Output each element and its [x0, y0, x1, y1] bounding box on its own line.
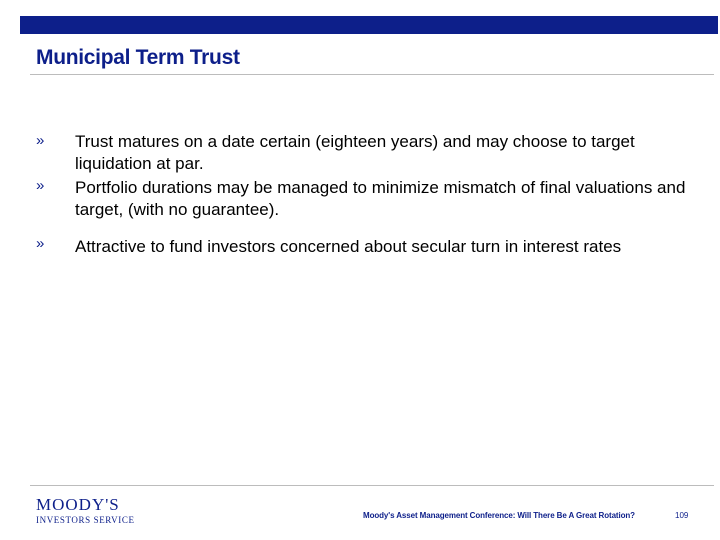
bullet-marker: »: [36, 235, 45, 252]
bullet-text: Portfolio durations may be managed to minimize mismatch of final valuations and target, (with no guarantee).: [75, 178, 686, 219]
bullet-marker: »: [36, 177, 45, 194]
logo-name: MOODY'S: [36, 495, 120, 514]
bullet-marker: »: [36, 132, 45, 149]
bullet-text: Trust matures on a date certain (eighteen years) and may choose to target liquidation at par.: [75, 132, 635, 173]
footer-divider: [30, 485, 714, 486]
logo-subtitle: INVESTORS SERVICE: [36, 515, 135, 525]
title-divider: [30, 74, 714, 75]
bullet-text: Attractive to fund investors concerned about secular turn in interest rates: [75, 237, 622, 256]
moodys-logo: [36, 496, 135, 526]
slide-title: Municipal Term Trust: [36, 46, 240, 69]
header-bar: [20, 16, 718, 34]
conference-title: Moody's Asset Management Conference: Will There Be A Great Rotation?: [363, 511, 635, 520]
page-number: 109: [675, 511, 689, 520]
